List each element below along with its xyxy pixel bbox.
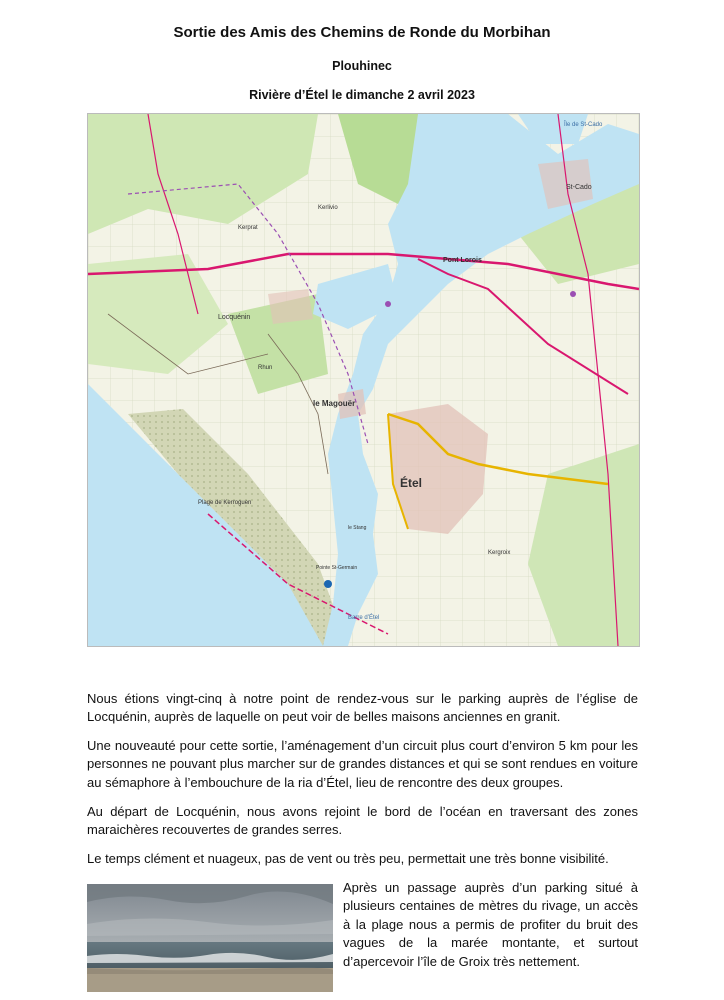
paragraph-beach: Après un passage auprès d’un parking situé à plusieurs centaines de mètres du rivage, un accès à la plage nous a permis de profiter du bruit des vagues de la marée montante, et surtout d’apercevoir l’île de Groix très nettement.	[343, 880, 638, 969]
page-subtitle: Plouhinec	[332, 59, 392, 73]
church-marker-icon	[385, 301, 391, 307]
date-line: Rivière d’Étel le dimanche 2 avril 2023	[249, 88, 475, 102]
map-label-ile-st-cado: Île de St-Cado	[564, 122, 603, 128]
paragraph-short-circuit: Une nouveauté pour cette sortie, l’aménagement d’un circuit plus court d’environ 5 km pour les personnes ne pouvant plus marcher sur de grandes distances et qui se sont rendues en voiture au sémaphore à l’embouchure de la ria d’Étel, lieu de rencontre des deux groupes.	[87, 738, 638, 790]
page-title: Sortie des Amis des Chemins de Ronde du Morbihan	[173, 24, 551, 41]
paragraph-meeting-point: Nous étions vingt-cinq à notre point de rendez-vous sur le parking auprès de l’église de Locquénin, auprès de laquelle on peut voir de belles maisons anciennes en granit.	[87, 691, 638, 725]
map-label-le-magouer: le Magouër	[313, 399, 356, 408]
map-label-kerlivio: Kerlivio	[318, 205, 338, 211]
map-label-pointe: Pointe St-Germain	[316, 565, 358, 571]
map-label-locquenin: Locquénin	[218, 314, 251, 321]
topographic-map	[87, 113, 640, 647]
map-label-kerprat: Kerprat	[238, 225, 258, 231]
map-label-kergroix: Kergroix	[488, 550, 511, 556]
parking-marker-icon	[324, 580, 332, 588]
map-drawing	[88, 114, 639, 646]
paragraph-weather: Le temps clément et nuageux, pas de vent ou très peu, permettait une très bonne visibilité.	[87, 851, 609, 866]
map-label-barre: Barre d’Étel	[348, 615, 380, 621]
map-label-rhun: Rhun	[258, 365, 273, 371]
beach-photo-drawing	[87, 884, 333, 992]
map-label-plage: Plage de Kerroguen	[198, 500, 252, 506]
map-label-le-stang: le Stang	[348, 525, 367, 531]
beach-photo	[87, 884, 333, 992]
map-label-pont-lorois: Pont Lorois	[443, 257, 482, 264]
map-label-st-cado: St-Cado	[566, 184, 592, 191]
paragraph-departure: Au départ de Locquénin, nous avons rejoint le bord de l’océan en traversant des zones maraichères recouvertes de grandes serres.	[87, 804, 638, 838]
map-label-etel: Étel	[400, 476, 423, 490]
